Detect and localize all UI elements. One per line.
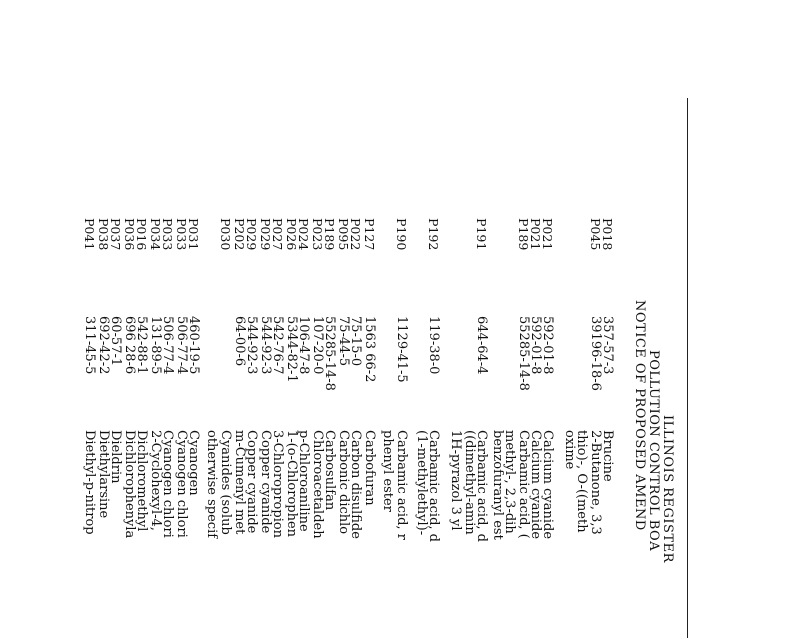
waste-code: P023 (310, 218, 325, 251)
register-title: ILLINOIS REGISTER (660, 415, 675, 563)
cas-number: 311-45-5 (82, 316, 97, 375)
waste-code: P202 (232, 218, 247, 251)
substance-name: Carbamic acid, r (394, 430, 409, 540)
waste-code: P189 (322, 218, 337, 251)
substance-name: thio)-, O-((meth (574, 430, 589, 533)
cas-number: 5344-82-1 (284, 316, 299, 383)
substance-name: phenyl ester (380, 430, 395, 512)
waste-code: P018 (600, 218, 615, 251)
substance-name: Brucine (600, 430, 615, 482)
substance-name: 2-Cyclohexyl-4, (148, 430, 163, 531)
cas-number: 1563 66-2 (362, 316, 377, 383)
cas-number: 55285-14-8 (322, 316, 337, 391)
waste-code: P192 (426, 218, 441, 251)
substance-name: Carbamic acid, ( (516, 430, 531, 539)
substance-name: Copper cyanide (244, 430, 259, 534)
substance-name: methyl-, 2,3-dih (502, 430, 517, 534)
substance-name: 1H-pyrazol 3 yl (448, 430, 463, 531)
substance-name: Chloroacetaldeh (310, 430, 325, 539)
waste-code: P016 (134, 218, 149, 251)
substance-name: Carbofuran (362, 430, 377, 506)
substance-name: m-Cumenyl met (232, 430, 247, 535)
substance-name: Carbonic dichlo (336, 430, 351, 535)
substance-name: Diethyl-p-nitrop (82, 430, 97, 535)
waste-code: P031 (186, 218, 201, 251)
waste-code: P030 (218, 218, 233, 251)
cas-number: 692-42-2 (96, 316, 111, 375)
cas-number: 107-20-0 (310, 316, 325, 375)
waste-code: P037 (108, 218, 123, 251)
substance-name: Carbamic acid, d (474, 430, 489, 542)
waste-code: P024 (296, 218, 311, 251)
substance-name: Calcium cyanide (528, 430, 543, 540)
waste-code: P022 (348, 218, 363, 251)
waste-code: P021 (528, 218, 543, 251)
substance-name: Dichloromethyl (134, 430, 149, 532)
substance-name: Cyanogen chlori (160, 430, 175, 538)
substance-name: oxime (562, 430, 577, 470)
cas-number: 644-64-4 (474, 316, 489, 375)
rotated-page (8, 0, 708, 618)
waste-code: P045 (588, 218, 603, 251)
substance-name: 3-Chloropropion (270, 430, 285, 539)
substance-name: Diethylarsine (96, 430, 111, 519)
notice-title: NOTICE OF PROPOSED AMEND (632, 300, 647, 531)
waste-code: P041 (82, 218, 97, 251)
substance-name: ((dimethyl-amin (462, 430, 477, 535)
cas-number: 131-89-5 (148, 316, 163, 375)
waste-code: P034 (148, 218, 163, 251)
substance-name: Dieldrin (108, 430, 123, 484)
waste-code: P127 (362, 218, 377, 251)
substance-name: Carbon disulfide (348, 430, 363, 539)
waste-code: P026 (284, 218, 299, 251)
waste-code: P190 (394, 218, 409, 251)
substance-name: Cyanogen chlori (174, 430, 189, 538)
waste-code: P095 (336, 218, 351, 251)
cas-number: 75-44-5 (336, 316, 351, 367)
waste-code: P027 (270, 218, 285, 251)
cas-number: 357-57-3 (600, 316, 615, 375)
cas-number: 460-19-5 (186, 316, 201, 375)
substance-name: p-Chloroaniline (296, 430, 311, 532)
cas-number: 119-38-0 (426, 316, 441, 375)
cas-number: 60-57-1 (108, 316, 123, 367)
cas-number: 542-76-7 (270, 316, 285, 375)
substance-name: 1-(o-Chlorophen (284, 430, 299, 538)
substance-name: benzofuranyl est (490, 430, 505, 540)
waste-code: P033 (174, 218, 189, 251)
cas-number: 544-92-3 (258, 316, 273, 375)
substance-name: Carbamic acid, d (426, 430, 441, 542)
cas-number: 75-15-0 (348, 316, 363, 367)
cas-number: 542-88-1 (134, 316, 149, 375)
substance-name: (1-methylethyl)- (414, 430, 429, 536)
cas-number: 64-00-6 (232, 316, 247, 367)
waste-code: P029 (258, 218, 273, 251)
waste-code: P036 (122, 218, 137, 251)
cas-number: 1129-41-5 (394, 316, 409, 383)
substance-name: Copper cyanide (258, 430, 273, 534)
substance-name: Dichlorophenyla (122, 430, 137, 539)
substance-name: otherwise specif (204, 430, 219, 539)
cas-number: 696 28-6 (122, 316, 137, 375)
cas-number: 592-01-8 (528, 316, 543, 375)
waste-code: P033 (160, 218, 175, 251)
cas-number: 39196-18-6 (588, 316, 603, 391)
cas-number: 592-01-8 (540, 316, 555, 375)
cas-number: 106-47-8 (296, 316, 311, 375)
board-title: POLLUTION CONTROL BOA (646, 350, 661, 552)
cas-number: 544-92-3 (244, 316, 259, 375)
substance-name: Calcium cyanide (540, 430, 555, 540)
substance-name: Cyanides (solub (218, 430, 233, 535)
cas-number: 55285-14-8 (516, 316, 531, 391)
header-rule (687, 98, 688, 638)
waste-code: P189 (516, 218, 531, 251)
substance-name: Cyanogen (186, 430, 201, 496)
substance-name: 2-Butanone, 3,3 (588, 430, 603, 535)
waste-code: P038 (96, 218, 111, 251)
cas-number: 506-77-4 (160, 316, 175, 375)
cas-number: 506-77-4 (174, 316, 189, 375)
waste-code: P029 (244, 218, 259, 251)
substance-name: Carbosulfan (322, 430, 337, 511)
waste-code: P021 (540, 218, 555, 251)
waste-code: P191 (474, 218, 489, 251)
